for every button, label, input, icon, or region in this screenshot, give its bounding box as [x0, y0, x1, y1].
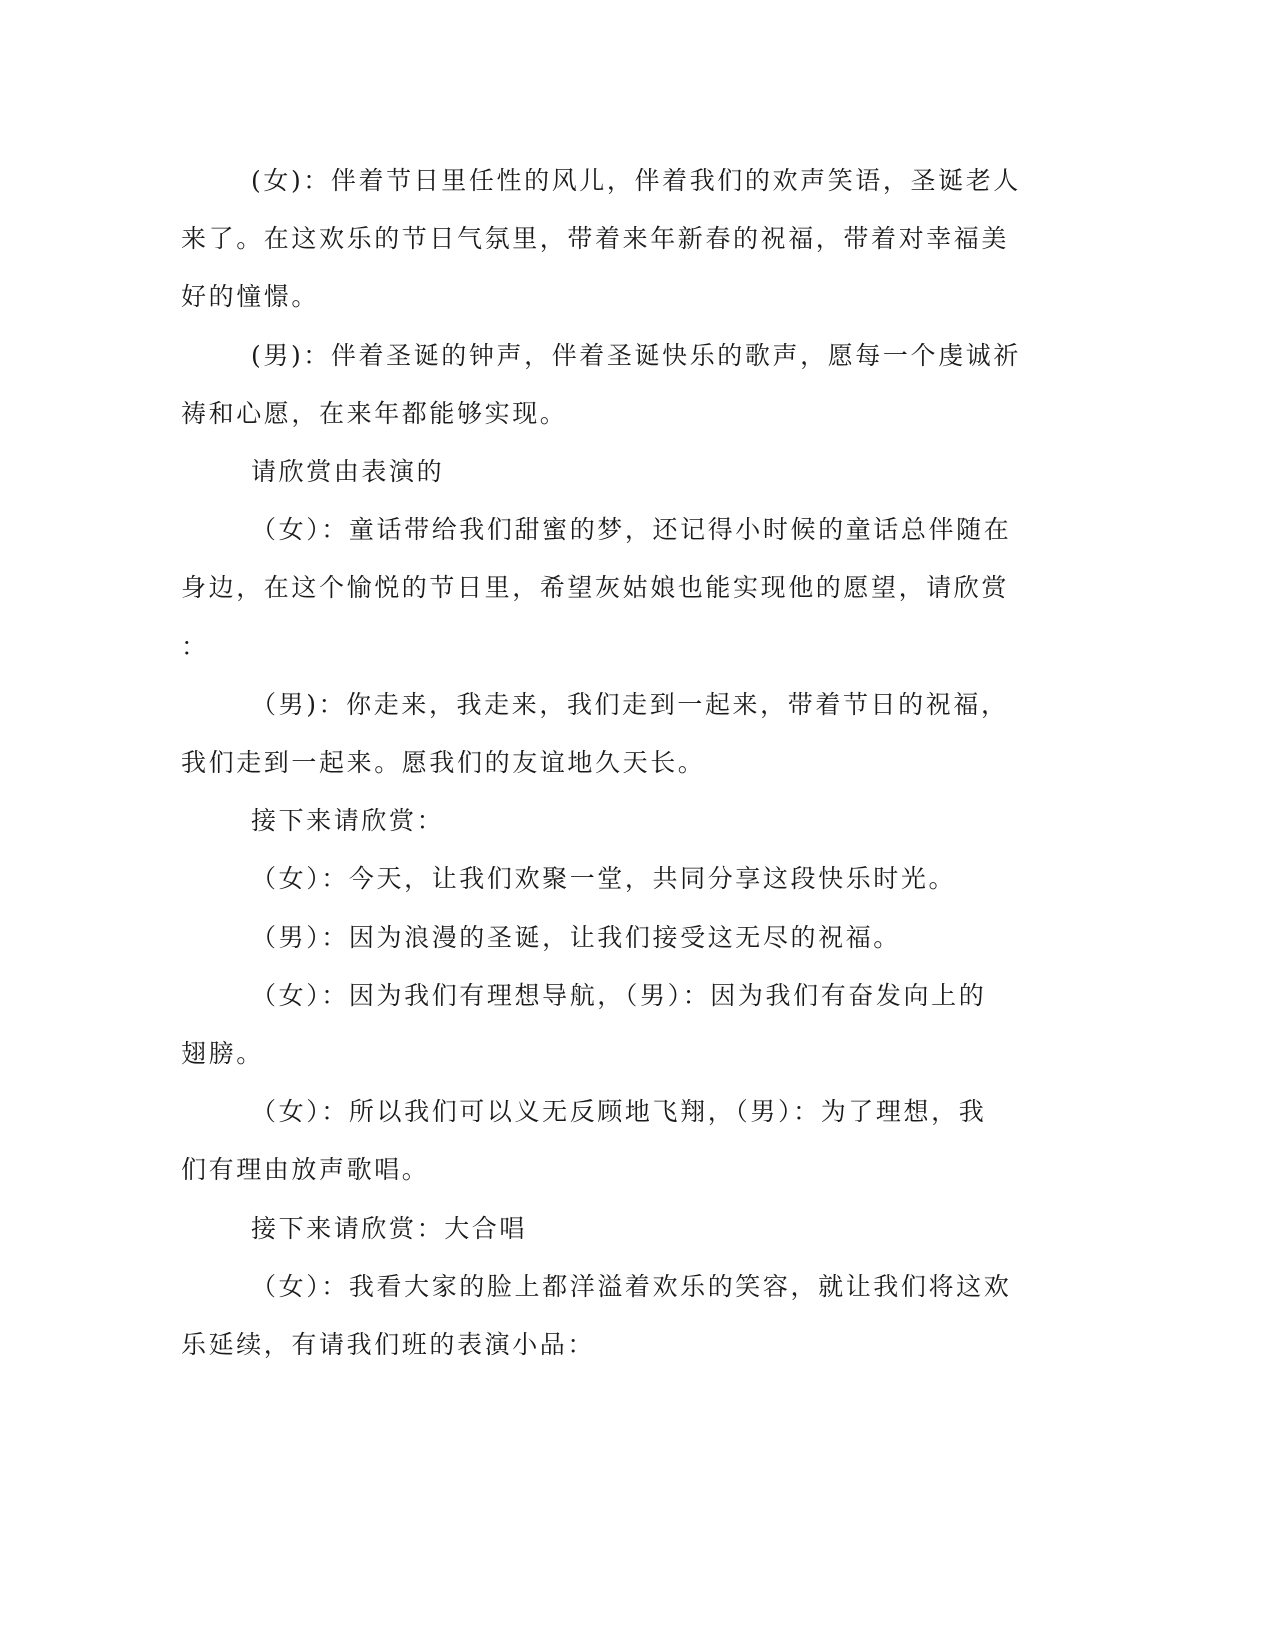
- text-line: 翅膀。: [181, 1039, 264, 1069]
- paragraph: [181, 792, 1027, 850]
- document-body: [181, 152, 1027, 1374]
- text-line: 们有理由放声歌唱。: [181, 1155, 430, 1185]
- text-line: （女）：所以我们可以义无反顾地飞翔，（男）：为了理想，我: [251, 1097, 987, 1127]
- text-line: (女)：伴着节日里任性的风儿，伴着我们的欢声笑语，圣诞老人: [251, 166, 1021, 195]
- text-line: （女）：童话带给我们甜蜜的梦，还记得小时候的童话总伴随在: [251, 515, 1012, 545]
- paragraph: [181, 967, 1027, 1083]
- text-line: 来了。在这欢乐的节日气氛里，带着来年新春的祝福，带着对幸福美: [181, 224, 1010, 254]
- text-line: （女）：今天，让我们欢聚一堂，共同分享这段快乐时光。: [251, 864, 957, 894]
- paragraph: [181, 501, 1027, 676]
- text-line: （女）：因为我们有理想导航，（男）：因为我们有奋发向上的: [251, 980, 987, 1010]
- paragraph: [181, 676, 1027, 792]
- text-line: 请欣赏由表演的: [251, 457, 445, 487]
- text-line: 接下来请欣赏：: [251, 806, 445, 836]
- paragraph: [181, 152, 1027, 327]
- text-line: （女）：我看大家的脸上都洋溢着欢乐的笑容，就让我们将这欢: [251, 1271, 1012, 1301]
- text-line: 我们走到一起来。愿我们的友谊地久天长。: [181, 748, 706, 778]
- text-line: （男）：因为浪漫的圣诞，让我们接受这无尽的祝福。: [251, 922, 901, 952]
- paragraph: [181, 850, 1027, 908]
- paragraph: [181, 1083, 1027, 1199]
- paragraph: [181, 909, 1027, 967]
- text-line: 身边，在这个愉悦的节日里，希望灰姑娘也能实现他的愿望，请欣赏: [181, 573, 1010, 603]
- text-line: (男)：伴着圣诞的钟声，伴着圣诞快乐的歌声，愿每一个虔诚祈: [251, 340, 1021, 370]
- text-line: 祷和心愿，在来年都能够实现。: [181, 398, 568, 428]
- paragraph: [181, 327, 1027, 443]
- paragraph: [181, 1258, 1027, 1374]
- paragraph: [181, 1200, 1027, 1258]
- paragraph: [181, 443, 1027, 501]
- text-line: 接下来请欣赏：大合唱: [251, 1213, 528, 1243]
- text-line: 乐延续，有请我们班的表演小品：: [181, 1330, 596, 1360]
- text-line: ：: [181, 631, 209, 661]
- text-line: 好的憧憬。: [181, 282, 320, 312]
- text-line: （男)：你走来，我走来，我们走到一起来，带着节日的祝福，: [251, 689, 1009, 719]
